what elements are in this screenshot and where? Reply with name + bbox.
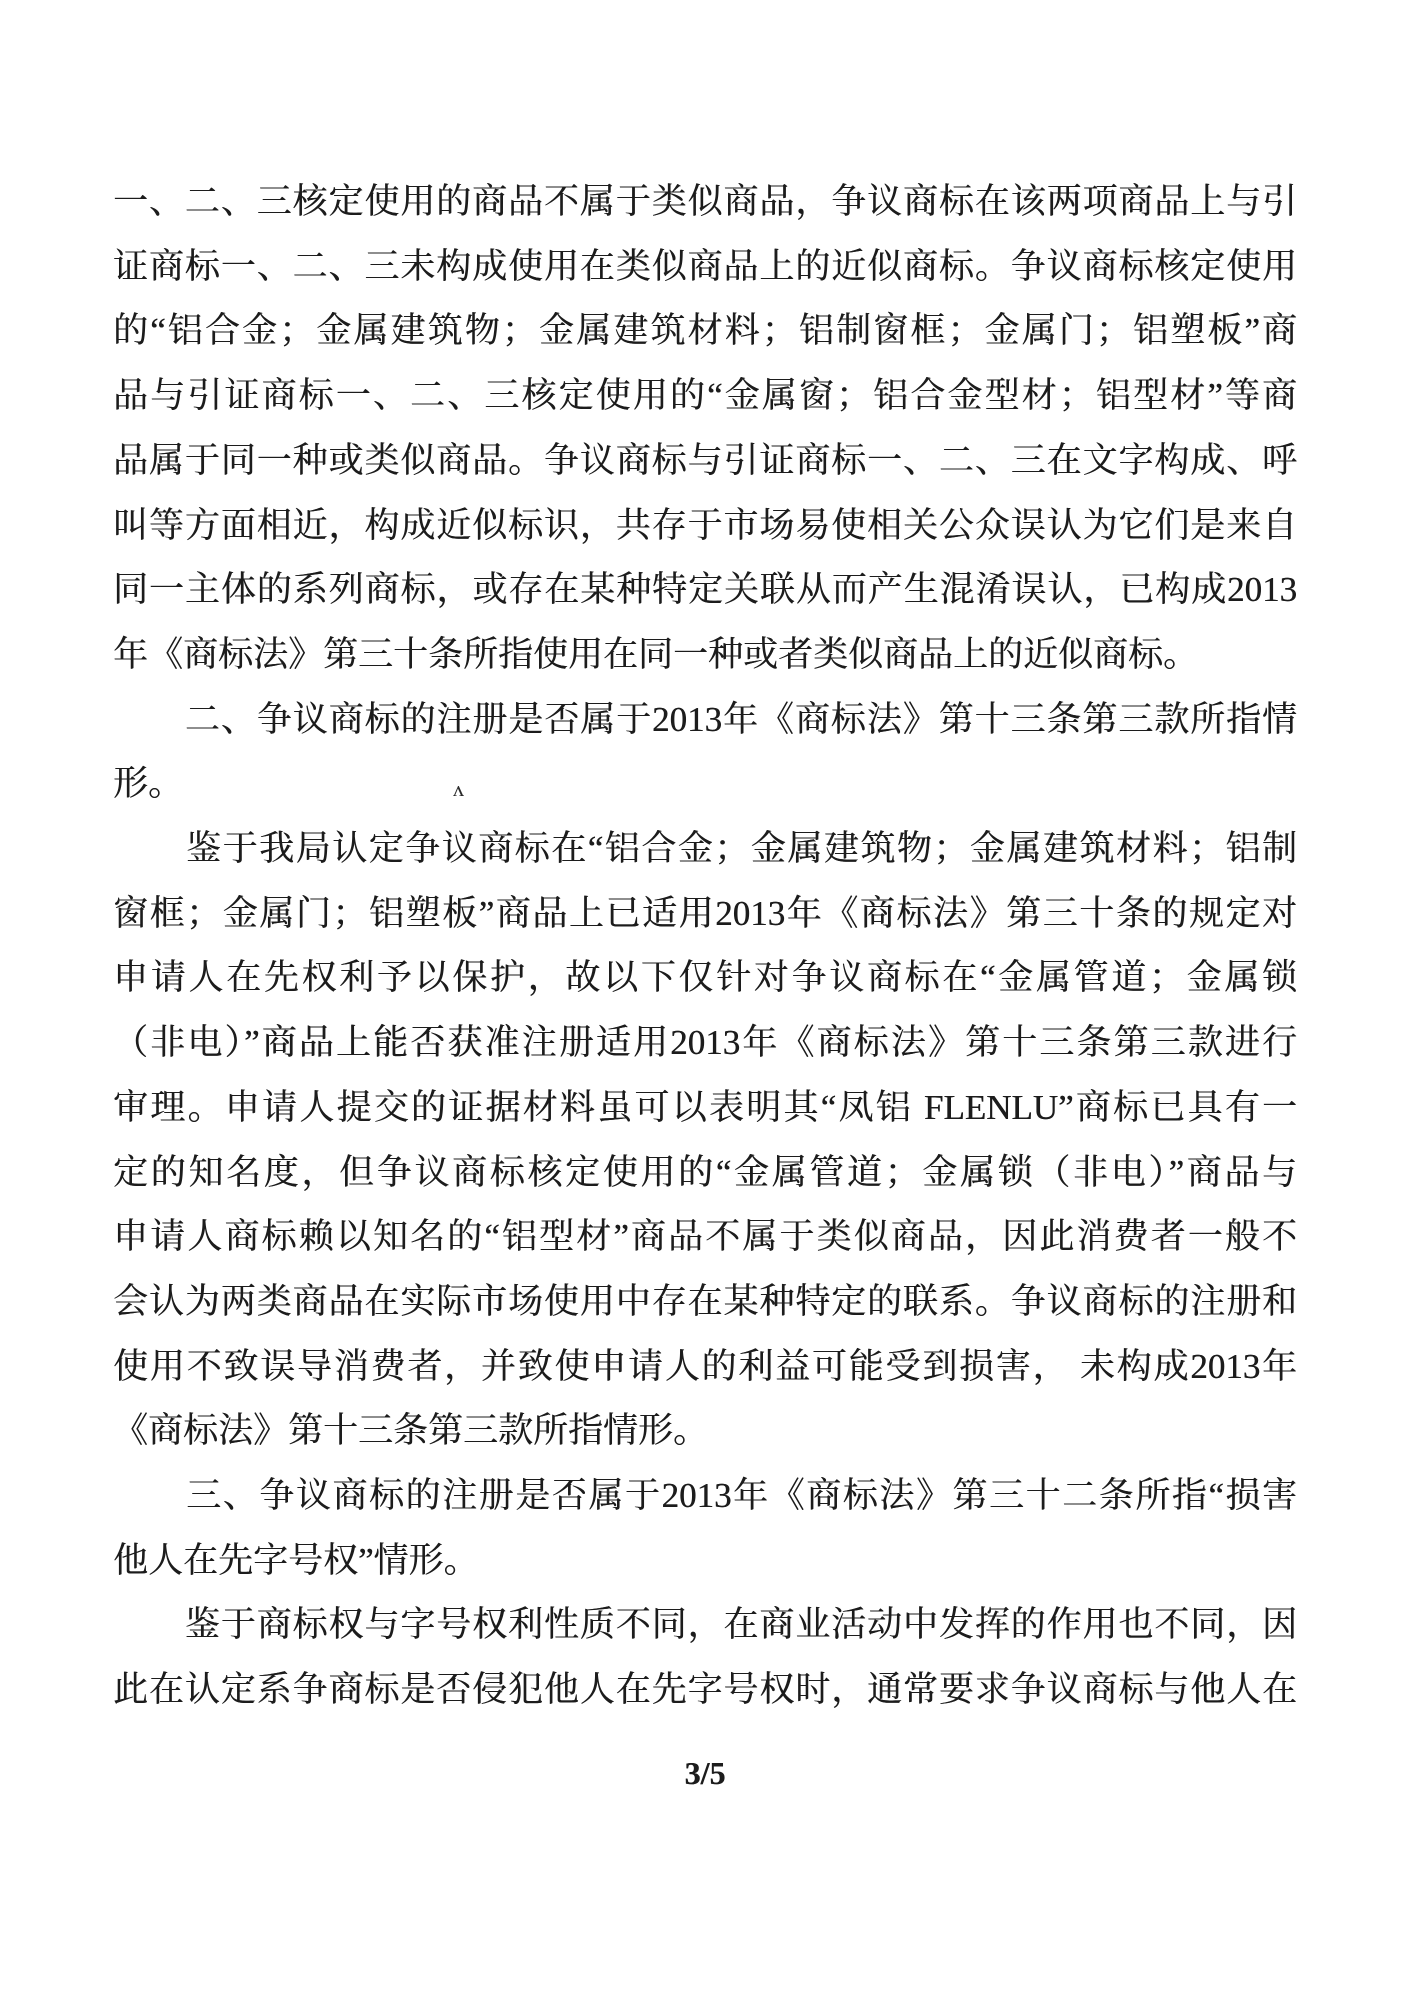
text-line: 三、争议商标的注册是否属于2013年《商标法》第三十二条所指“损害 (113, 1476, 1297, 1516)
text-line: 此在认定系争商标是否侵犯他人在先字号权时，通常要求争议商标与他人在 (113, 1670, 1297, 1710)
text-line: 品属于同一种或类似商品。争议商标与引证商标一、二、三在文字构成、呼 (113, 440, 1297, 480)
text-line: 使用不致误导消费者，并致使申请人的利益可能受到损害， 未构成2013年 (113, 1346, 1297, 1386)
text-line: 一、二、三核定使用的商品不属于类似商品，争议商标在该两项商品上与引 (113, 182, 1297, 221)
text-line: 二、争议商标的注册是否属于2013年《商标法》第十三条第三款所指情 (113, 699, 1297, 739)
text-line: 鉴于我局认定争议商标在“铝合金；金属建筑物；金属建筑材料；铝制 (113, 829, 1297, 869)
text-line: 鉴于商标权与字号权利性质不同，在商业活动中发挥的作用也不同，因 (113, 1605, 1297, 1645)
scan-artifact-mark: ʌ (453, 776, 464, 801)
text-line: 申请人商标赖以知名的“铝型材”商品不属于类似商品，因此消费者一般不 (113, 1217, 1297, 1257)
text-line: 他人在先字号权”情形。 (113, 1540, 479, 1580)
text-line: 同一主体的系列商标，或存在某种特定关联从而产生混淆误认，已构成2013 (113, 570, 1297, 610)
text-line: 叫等方面相近，构成近似标识，共存于市场易使相关公众误认为它们是来自 (113, 505, 1297, 545)
text-line: 申请人在先权利予以保护，故以下仅针对争议商标在“金属管道；金属锁 (113, 958, 1297, 998)
text-line: 品与引证商标一、二、三核定使用的“金属窗；铝合金型材；铝型材”等商 (113, 376, 1297, 416)
body-text (113, 170, 1297, 1723)
text-line: 定的知名度，但争议商标核定使用的“金属管道；金属锁（非电）”商品与 (113, 1152, 1297, 1192)
text-line: 形。 (113, 764, 184, 804)
text-line: 审理。申请人提交的证据材料虽可以表明其“凤铝 FLENLU”商标已具有一 (113, 1087, 1297, 1127)
text-line: 证商标一、二、三未构成使用在类似商品上的近似商标。争议商标核定使用 (113, 246, 1297, 286)
text-line: 的“铝合金；金属建筑物；金属建筑材料；铝制窗框；金属门；铝塑板”商 (113, 311, 1297, 351)
text-line: 《商标法》第十三条第三款所指情形。 (113, 1411, 709, 1451)
text-line: 会认为两类商品在实际市场使用中存在某种特定的联系。争议商标的注册和 (113, 1281, 1297, 1321)
text-line: （非电）”商品上能否获准注册适用2013年《商标法》第十三条第三款进行 (113, 1023, 1297, 1063)
text-line: 窗框；金属门；铝塑板”商品上已适用2013年《商标法》第三十条的规定对 (113, 893, 1297, 933)
text-line: 年《商标法》第三十条所指使用在同一种或者类似商品上的近似商标。 (113, 634, 1199, 674)
page-number: 3/5 (684, 1755, 726, 1791)
